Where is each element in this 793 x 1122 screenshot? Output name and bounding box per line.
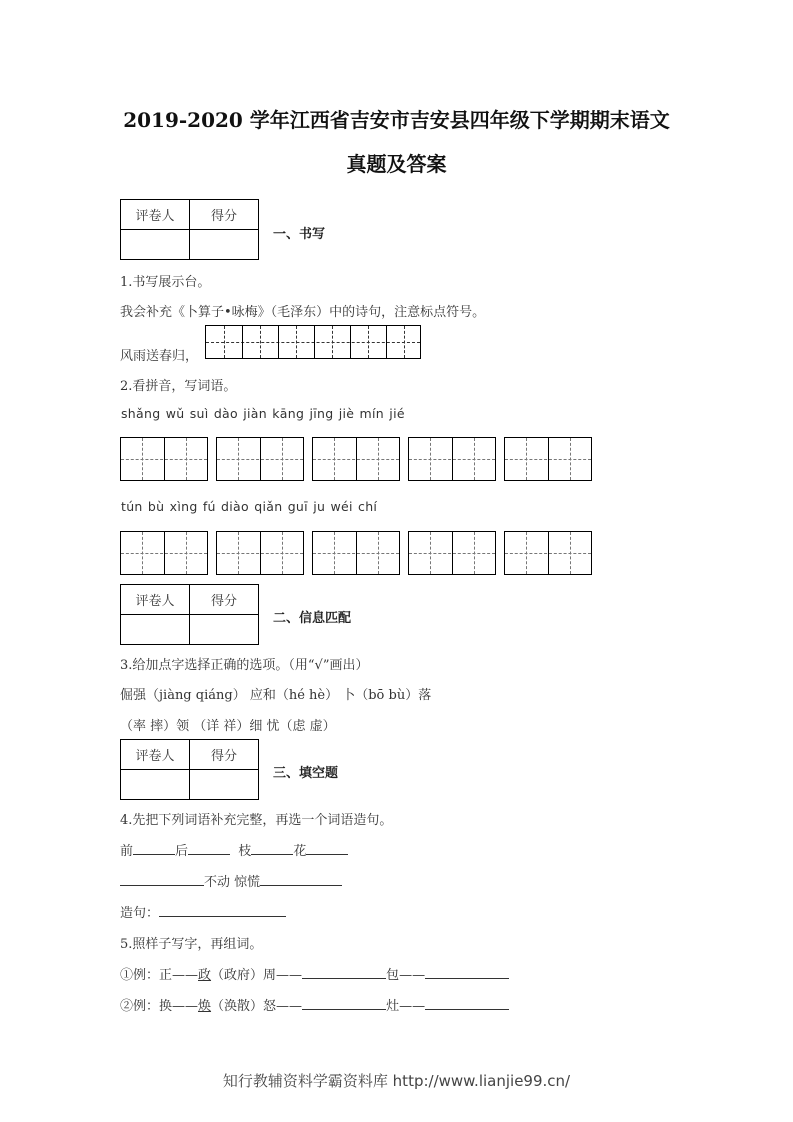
q4-word-1b: 后 [175,844,189,859]
q5-example-2 [120,995,509,1014]
section-heading-fill: 三、填空题 [273,766,339,781]
blank-input[interactable] [302,997,386,1010]
score-cell[interactable] [190,615,259,645]
q4-line-1 [120,840,348,859]
example-1-task-a: 周—— [263,968,303,983]
q4-word-3: 不动 [204,875,231,890]
pinyin-row-1: shǎng wǔ suì dào jiàn kāng jīng jiè mín jié [121,406,405,421]
grader-cell[interactable] [121,770,190,800]
grid-cell [350,326,387,358]
score-cell[interactable] [190,770,259,800]
q3-heading: 3.给加点字选择正确的选项。（用“√”画出） [120,658,369,673]
q2-heading: 2.看拼音，写词语。 [120,379,237,394]
q4-word-2b: 花 [293,844,307,859]
pinyin-row-2: tún bù xìng fú diào qiǎn guī ju wéi chí [121,499,378,514]
section-heading-matching: 二、信息匹配 [273,611,352,626]
sentence-input[interactable] [159,904,286,917]
q1-instruction: 我会补充《卜算子•咏梅》（毛泽东）中的诗句，注意标点符号。 [120,305,486,320]
word-box[interactable] [120,531,208,575]
grid-cell [242,326,279,358]
blank-input[interactable] [306,842,348,855]
grid-cell [314,326,351,358]
grader-table-3 [120,739,259,800]
example-2-prefix: ②例：换—— [120,999,199,1014]
word-box[interactable] [216,437,304,481]
blank-input[interactable] [251,842,293,855]
grader-label: 评卷人 [121,200,190,230]
score-label: 得分 [190,200,259,230]
q3-line-2: （率 摔）领 （详 祥）细 忧（虑 虚） [120,719,336,734]
poem-writing-grid[interactable] [205,325,421,359]
word-box[interactable] [504,437,592,481]
grader-table-1 [120,199,259,260]
blank-input[interactable] [425,966,509,979]
example-2-task-a: 怒—— [263,999,303,1014]
example-1-word: （政府） [211,968,264,983]
blank-input[interactable] [188,842,230,855]
word-box[interactable] [120,437,208,481]
page-title-line1: 2019-2020 学年江西省吉安市吉安县四年级下学期期末语文 [123,108,670,132]
blank-input[interactable] [260,873,342,886]
q4-word-2a: 枝 [238,844,252,859]
example-2-task-b: 灶—— [386,999,426,1014]
blank-input[interactable] [302,966,386,979]
section-heading-writing: 一、书写 [273,227,326,242]
blank-input[interactable] [133,842,175,855]
q4-word-4: 惊慌 [234,875,261,890]
grid-cell [278,326,315,358]
blank-input[interactable] [120,873,204,886]
blank-input[interactable] [425,997,509,1010]
sentence-label: 造句： [120,906,160,921]
grader-table-2 [120,584,259,645]
example-1-char: 政 [198,968,212,983]
score-label: 得分 [190,585,259,615]
score-label: 得分 [190,740,259,770]
q4-line-2 [120,871,342,890]
grader-label: 评卷人 [121,740,190,770]
q1-heading: 1.书写展示台。 [120,275,211,290]
example-2-word: （涣散） [211,999,264,1014]
word-box[interactable] [312,531,400,575]
q5-heading: 5.照样子写字，再组词。 [120,937,263,952]
word-box[interactable] [408,437,496,481]
grid-cell [386,326,421,358]
q3-line-1: 倔强（jiàng qiáng） 应和（hé hè） 卜（bō bù）落 [120,688,432,703]
q1-prefix: 风雨送春归， [120,349,199,364]
grid-cell [206,326,243,358]
q4-heading: 4.先把下列词语补充完整，再选一个词语造句。 [120,813,393,828]
word-box[interactable] [408,531,496,575]
grader-label: 评卷人 [121,585,190,615]
q5-example-1 [120,964,509,983]
example-1-task-b: 包—— [386,968,426,983]
example-1-prefix: ①例：正—— [120,968,199,983]
q4-word-1a: 前 [120,844,134,859]
word-box[interactable] [216,531,304,575]
example-2-char: 焕 [198,999,212,1014]
footer-watermark: 知行教辅资料学霸资料库 http://www.lianjie99.cn/ [222,1072,571,1090]
word-box[interactable] [504,531,592,575]
q4-sentence-line [120,902,286,921]
grader-cell[interactable] [121,230,190,260]
score-cell[interactable] [190,230,259,260]
grader-cell[interactable] [121,615,190,645]
word-box[interactable] [312,437,400,481]
page-title-line2: 真题及答案 [346,152,447,176]
